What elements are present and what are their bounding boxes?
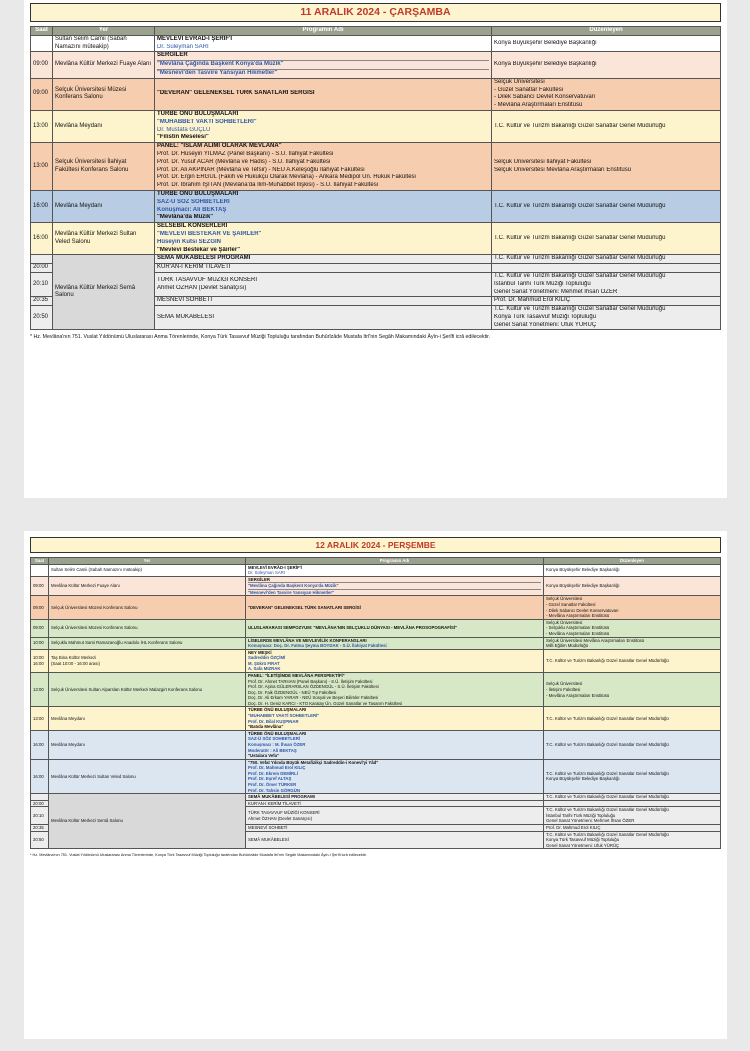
program-line: ULUSLARARASI SEMPOZYUM: "MEVLÂNA'NIN SELÇUKLU DÜNYASI - MEVLÂNA PROSOPOGRAFİSİ" — [248, 625, 458, 631]
program-cell — [246, 564, 544, 576]
time-cell: 09:00 — [31, 619, 49, 637]
program-cell — [246, 825, 544, 832]
program-line: SEMÂ MUKÂBELESİ — [248, 837, 289, 843]
time-cell: 16:00 — [31, 759, 49, 793]
program-line: MESNEVÎ SOHBETİ — [157, 297, 213, 304]
place-cell: Mevlâna Meydanı — [49, 730, 246, 759]
organizer-cell — [492, 52, 721, 78]
program-line: Konuşmacı: Doç. Dr. Fatma Şeyma BOYDAK - S.Ü. İlahiyat Fakültesi — [248, 643, 387, 649]
organizer-line: Konya Türk Tasavvuf Müziği Topluluğu — [494, 313, 597, 320]
program-line: "Mevlevi Bestekar ve Şâirler" — [157, 246, 241, 253]
program-line: SAZ-Ü SÖZ SOHBETLERİ — [248, 736, 301, 742]
program-line: SEMÂ MUKÂBELESİ — [157, 313, 215, 320]
footnote: * Hz. Mevlâna'nın 751. Vuslat Yıldönümü Uluslararası Anma Törenlerinde, Konya Türk Tasavvuf Müziği Topluluğu tarafından Buhûrîzâde Mustafa Itrî'nin Segâh Makamındaki Âyîn-i Şerîfi icrâ edilecektir. — [30, 334, 491, 341]
program-line: Prof. Dr. Bilal KUŞPINAR — [248, 718, 299, 724]
organizer-cell — [544, 576, 721, 596]
program-line: SERGİLER — [248, 576, 270, 582]
program-line: "Filistin Meselesi" — [157, 134, 209, 141]
organizer-cell — [544, 564, 721, 576]
organizer-line: Konya Türk Tasavvuf Müziği Topluluğu — [546, 837, 620, 843]
organizer-line: T.C. Kültür ve Turizm Bakanlığı Güzel Sanatlar Genel Müdürlüğü — [494, 255, 666, 262]
time-cell: 13:00 — [31, 110, 53, 142]
program-line: "Batıda Mevlâna" — [248, 724, 284, 730]
table-row — [31, 672, 721, 706]
organizer-line: Selçuk Üniversitesi — [546, 619, 583, 625]
schedule-page-day1 — [24, 0, 727, 498]
program-line: "Mevlâna Çağında Başkent Konya'da Müzik" — [248, 582, 541, 589]
organizer-line: Genel Sanat Yönetmeni: Mehmet İhsan ÖZER — [494, 288, 618, 295]
organizer-line: Selçuk Üniversitesi Mevlâna Araştırmaları Enstitüsü — [494, 166, 632, 173]
time-cell: 16:00 — [31, 730, 49, 759]
place-cell: Mevlâna Kültür Merkezi Semâ Salonu — [53, 255, 155, 330]
day-title: 12 ARALIK 2024 - PERŞEMBE — [30, 537, 721, 553]
place-cell: Selçuk Üniversitesi Müzesi Konferans Salonu — [49, 619, 246, 637]
program-line: SEMÂ MUKÂBELESİ PROGRAMI — [157, 255, 251, 262]
time-cell: 20:50 — [31, 306, 53, 330]
organizer-line: T.C. Kültür ve Turizm Bakanlığı Güzel Sanatlar Genel Müdürlüğü — [494, 234, 666, 241]
table-row — [31, 759, 721, 793]
program-line: MEVLEVÎ EVRÂD-I ŞERÎF'İ — [248, 564, 302, 570]
place-cell: Sultan Selim Camii (Sabah Namazını müteakip) — [53, 35, 155, 52]
organizer-line: Konya Büyükşehir Belediye Başkanlığı — [546, 583, 620, 589]
program-cell — [246, 576, 544, 596]
organizer-line: T.C. Kültür ve Turizm Bakanlığı Güzel Sanatlar Genel Müdürlüğü — [546, 741, 669, 747]
program-line: Prof. Dr. Mahmud Erol KILIÇ — [248, 765, 306, 771]
program-cell — [155, 272, 492, 296]
table-row — [31, 596, 721, 619]
program-line: TÜRBE ÖNÜ BULUŞMALARI — [157, 110, 239, 117]
program-line: TÜRBE ÖNÜ BULUŞMALARI — [157, 190, 239, 197]
organizer-cell — [492, 306, 721, 330]
program-line: Dr. Süleyman SARI — [248, 570, 286, 576]
program-line: Ahmet ÖZHAN (Devlet Sanatçısı) — [157, 284, 247, 291]
program-line: "DEVERAN" GELENEKSEL TÜRK SANATLARI SERGİSİ — [248, 604, 361, 610]
program-line: Dr. Süleyman SARI — [157, 43, 209, 50]
organizer-line: Konya Büyükşehir Belediye Başkanlığı — [494, 39, 597, 46]
program-cell — [155, 143, 492, 191]
program-line: "Mevlâna'da Müzik" — [157, 214, 214, 221]
organizer-cell — [544, 730, 721, 759]
time-cell: 09:00 — [31, 52, 53, 78]
program-line: TÜRK TASAVVUF MÜZİĞİ KONSERİ — [157, 276, 258, 283]
program-line: TÜRBE ÖNÜ BULUŞMALARI — [248, 730, 307, 736]
program-line: TÜRK TASAVVUF MÜZİĞİ KONSERİ — [248, 810, 320, 816]
program-line: Doç. Dr. Faik ÖZDENGÜL - NEÜ Tıp Fakültesi — [248, 689, 337, 695]
organizer-line: T.C. Kültür ve Turizm Bakanlığı Güzel Sanatlar Genel Müdürlüğü — [546, 658, 669, 664]
table-row — [31, 707, 721, 730]
program-line: Prof. Dr. Ahmet TARHAN (Panel Başkanı) - S.Ü. İletişim Fakültesi — [248, 678, 373, 684]
organizer-cell — [492, 297, 721, 306]
time-cell — [31, 564, 49, 576]
time-cell: 10:00 — [31, 637, 49, 649]
place-cell: Mevlâna Kültür Merkezi Semâ Salonu — [49, 794, 246, 849]
organizer-cell — [544, 800, 721, 807]
program-line: "MEVLEVÎ BESTEKÂR VE ŞÂİRLER" — [157, 230, 262, 237]
organizer-cell — [492, 143, 721, 191]
program-line: Konuşmacı: Ali BEKTAŞ — [157, 206, 227, 213]
program-line: "MUHABBET VAKTİ SOHBETLERİ" — [248, 713, 320, 719]
program-cell — [246, 672, 544, 706]
time-cell — [31, 255, 53, 264]
program-cell — [246, 800, 544, 807]
table-row — [31, 637, 721, 649]
place-cell: Mevlâna Meydanı — [53, 110, 155, 142]
program-cell — [246, 807, 544, 825]
table-row — [31, 35, 721, 52]
program-cell — [155, 52, 492, 78]
program-line: "DEVERAN" GELENEKSEL TÜRK SANATLARI SERGİSİ — [157, 90, 315, 97]
program-cell — [246, 759, 544, 793]
organizer-line: İstanbul Tarihi Türk Müziği Topluluğu — [494, 280, 591, 287]
place-cell: Mevlâna Meydanı — [49, 707, 246, 730]
organizer-line: Konya Büyükşehir Belediye Başkanlığı — [546, 776, 620, 782]
organizer-line: - İletişim Fakültesi — [546, 686, 581, 692]
program-cell — [155, 255, 492, 264]
program-line: "Mesnevî'den Tasvire Yansıyan Hikmetler" — [248, 589, 541, 596]
organizer-line: T.C. Kültür ve Turizm Bakanlığı Güzel Sanatlar Genel Müdürlüğü — [546, 807, 669, 813]
schedule-table — [30, 26, 721, 330]
program-line: Doç. Dr. Ali Erkam YARAR - NEÜ Sosyal ve Beşeri Bilimler Fakültesi — [248, 695, 379, 701]
program-cell — [246, 794, 544, 801]
organizer-line: T.C. Kültür ve Turizm Bakanlığı Güzel Sanatlar Genel Müdürlüğü — [494, 122, 666, 129]
table-row — [31, 78, 721, 110]
program-cell — [155, 78, 492, 110]
table-row — [31, 110, 721, 142]
place-cell: Mevlâna Meydanı — [53, 190, 155, 222]
organizer-line: - Dilek Sabancı Devlet Konservatuvarı — [546, 607, 619, 613]
time-cell: 20:10 — [31, 272, 53, 296]
program-line: Moderatör : Ali BEKTAŞ — [248, 747, 297, 753]
program-line: Konuşmacı : M. İhsan ÖZER — [248, 741, 306, 747]
organizer-line: T.C. Kültür ve Turizm Bakanlığı Güzel Sanatlar Genel Müdürlüğü — [546, 715, 669, 721]
organizer-line: Genel Sanat Yönetmeni: Ufuk YÜRÜÇ — [546, 842, 620, 848]
program-cell — [246, 649, 544, 672]
place-cell: Mevlâna Kültür Merkezi Fuaye Alanı — [49, 576, 246, 596]
program-cell — [246, 730, 544, 759]
time-cell: 09:00 — [31, 596, 49, 619]
organizer-line: T.C. Kültür ve Turizm Bakanlığı Güzel Sanatlar Genel Müdürlüğü — [494, 202, 666, 209]
program-line: Dr. Mustafa GÜÇLÜ — [157, 126, 211, 133]
organizer-line: Selçuk Üniversitesi — [546, 681, 583, 687]
time-cell: 20:50 — [31, 831, 49, 849]
organizer-cell — [492, 255, 721, 264]
program-line: MEVLEVÎ EVRÂD-I ŞERÎF'İ — [157, 35, 233, 42]
program-cell — [155, 110, 492, 142]
program-cell — [246, 596, 544, 619]
program-line: Sadreddin ÖZÇİMİ — [248, 655, 286, 661]
program-line: M. Şükrü FIRAT — [248, 660, 280, 666]
organizer-line: Konya Büyükşehir Belediye Başkanlığı — [494, 61, 597, 68]
organizer-line: Selçuk Üniversitesi Mevlâna Araştırmaları Enstitüsü — [546, 637, 645, 643]
program-line: KUR'AN-I KERİM TİLAVETİ — [248, 800, 301, 806]
schedule-page-day2 — [24, 531, 727, 1039]
organizer-line: - Selçuklu Araştırmaları Enstitüsü — [546, 625, 610, 631]
organizer-line: T.C. Kültür ve Turizm Bakanlığı Güzel Sanatlar Genel Müdürlüğü — [546, 831, 669, 837]
organizer-line: İstanbul Tarihi Türk Müziği Topluluğu — [546, 812, 616, 818]
program-line: Prof. Dr. Eşref ALTAŞ — [248, 776, 292, 782]
organizer-line: T.C. Kültür ve Turizm Bakanlığı Güzel Sanatlar Genel Müdürlüğü — [546, 770, 669, 776]
organizer-cell — [492, 110, 721, 142]
table-row — [31, 223, 721, 255]
program-line: A. Safa MIZRAK — [248, 666, 281, 672]
program-line: Hüseyin Kutsi SEZGİN — [157, 238, 222, 245]
organizer-cell — [544, 807, 721, 825]
program-cell — [246, 637, 544, 649]
organizer-cell — [544, 596, 721, 619]
organizer-line: Genel Sanat Yönetmeni: Ufuk YÜRÜÇ — [494, 321, 597, 328]
program-cell — [155, 306, 492, 330]
organizer-cell — [492, 223, 721, 255]
place-cell: Mevlâna Kültür Merkezi Sultan Veled Salonu — [53, 223, 155, 255]
program-line: Ahmet ÖZHAN (Devlet Sanatçısı) — [248, 815, 312, 821]
place-cell: Selçuk Üniversitesi Sultan Alparslan Kültür Merkezi Malazgirt Konferans Salonu — [49, 672, 246, 706]
program-line: TÜRBE ÖNÜ BULUŞMALARI — [248, 707, 307, 713]
organizer-cell — [544, 649, 721, 672]
organizer-cell — [544, 619, 721, 637]
program-line: SAZ-Ü SÖZ SOHBETLERİ — [157, 198, 230, 205]
program-cell — [246, 619, 544, 637]
time-cell: 09:00 — [31, 78, 53, 110]
table-row — [31, 143, 721, 191]
organizer-line: Prof. Dr. Mahmud Erol KILIÇ — [546, 825, 601, 831]
time-cell: 09:00 — [31, 576, 49, 596]
table-row — [31, 576, 721, 596]
time-cell — [31, 794, 49, 801]
program-line: PANEL: "İSLAM ÂLİMİ OLARAK MEVLÂNA" — [157, 143, 282, 150]
table-row — [31, 649, 721, 672]
organizer-cell — [544, 637, 721, 649]
place-cell: Selçuklu Mahmut Sami Ramazanoğlu Anadolu İHL Konferans Salonu — [49, 637, 246, 649]
header-program: Programın Adı — [155, 27, 492, 36]
organizer-line: - Güzel Sanatlar Fakültesi — [546, 602, 596, 608]
place-cell: Sultan Selim Camii (Sabah Namazını müteakip) — [49, 564, 246, 576]
program-line: Prof. Dr. Ömer TÜRKER — [248, 781, 297, 787]
program-line: Prof. Dr. Ergin ERGÜL (Fakih ve Hukukçu Olarak Mevlâna) - Ankara Medipol Ün. Hukuk Fakültesi — [157, 174, 416, 181]
schedule-table — [30, 557, 721, 849]
organizer-cell — [544, 794, 721, 801]
organizer-line: Konya Büyükşehir Belediye Başkanlığı — [546, 567, 620, 573]
table-row — [31, 619, 721, 637]
organizer-line: Genel Sanat Yönetmeni: Mehmet İhsan ÖZER — [546, 818, 635, 824]
program-line: Prof. Dr. Ali AKPINAR (Mevlâna ve Tefsir) - NEÜ A.Keleşoğlu İlahiyat Fakültesi — [157, 166, 365, 173]
program-cell — [246, 831, 544, 849]
program-line: NEY MEŞKİ — [248, 649, 272, 655]
organizer-line: Selçuk Üniversitesi — [494, 78, 545, 85]
program-line: "750. Vefat Yılında Büyük Metafizikçi Sadreddin-i Konevî'yi Yâd" — [248, 759, 379, 765]
table-row — [31, 255, 721, 264]
time-cell: 10:00 16:00 — [31, 649, 49, 672]
program-line: LİSELERDE MEVLÂNA VE MEVLEVİLİK KONFERANSLARI — [248, 637, 367, 643]
organizer-cell — [492, 272, 721, 296]
program-line: SEMÂ MUKÂBELESİ PROGRAMI — [248, 794, 315, 800]
program-line: Prof. Dr. Yusuf ACAR (Mevlâna ve Hadis) - S.Ü. İlahiyat Fakültesi — [157, 158, 331, 165]
organizer-cell — [544, 759, 721, 793]
place-cell: Mevlâna Kültür Merkezi Fuaye Alanı — [53, 52, 155, 78]
program-cell — [155, 35, 492, 52]
organizer-cell — [544, 707, 721, 730]
time-cell — [31, 35, 53, 52]
organizer-cell — [544, 672, 721, 706]
table-row — [31, 564, 721, 576]
organizer-line: Milli Eğitim Müdürlüğü — [546, 643, 589, 649]
program-line: SERGİLER — [157, 52, 188, 59]
header-saat: Saat — [31, 558, 49, 565]
table-row — [31, 52, 721, 78]
organizer-line: T.C. Kültür ve Turizm Bakanlığı Güzel Sanatlar Genel Müdürlüğü — [494, 306, 666, 313]
program-line: "Mevlâna Çağında Başkent Konya'da Müzik" — [157, 60, 489, 69]
program-cell — [155, 190, 492, 222]
header-yer: Yer — [53, 27, 155, 36]
organizer-line: T.C. Kültür ve Turizm Bakanlığı Güzel Sanatlar Genel Müdürlüğü — [546, 794, 669, 800]
program-line: Prof. Dr. Hüseyin YILMAZ (Panel Başkanı) - S.Ü. İlahiyat Fakültesi — [157, 150, 334, 157]
program-line: Prof. Dr. Ekrem DEMİRLİ — [248, 770, 298, 776]
time-cell: 16:00 — [31, 223, 53, 255]
place-cell: Mevlâna Kültür Merkezi Sultan Veled Salonu — [49, 759, 246, 793]
program-line: Prof. Dr. Aşina GÜLERARSLAN ÖZDENGÜL - S.Ü. İletişim Fakültesi — [248, 684, 379, 690]
header-duzenleyen: Düzenleyen — [492, 27, 721, 36]
organizer-cell — [492, 190, 721, 222]
table-header-row — [31, 27, 721, 36]
header-saat: Saat — [31, 27, 53, 36]
header-yer: Yer — [49, 558, 246, 565]
time-cell: 20:00 — [31, 800, 49, 807]
footnote: * Hz. Mevlâna'nın 751. Vuslat Yıldönümü Uluslararası Anma Törenlerinde, Konya Türk Tasavvuf Müziği Topluluğu tarafından Buhûrîzâde Mustafa Itrî'nin Segâh Makamındaki Âyîn-i Şerîfi icrâ edilecektir. — [30, 853, 367, 858]
organizer-cell — [544, 825, 721, 832]
table-row — [31, 190, 721, 222]
time-cell: 13:00 — [31, 672, 49, 706]
program-line: "Mesnevî'den Tasvire Yansıyan Hikmetler" — [157, 69, 489, 78]
table-row — [31, 794, 721, 801]
program-line: KUR'AN-I KERİM TİLAVETİ — [157, 264, 231, 271]
organizer-line: - Mevlâna Araştırmaları Enstitüsü — [546, 692, 610, 698]
program-line: PANEL: "İLETİŞİMDE MEVLÂNA PERSPEKTİFİ" — [248, 672, 345, 678]
program-line: Prof. Dr. Tahsin GÖRGÜN — [248, 787, 300, 793]
time-cell: 20:35 — [31, 825, 49, 832]
program-cell — [155, 223, 492, 255]
time-cell: 13:00 — [31, 143, 53, 191]
time-cell: 13:00 — [31, 707, 49, 730]
time-cell: 20:00 — [31, 264, 53, 273]
organizer-line: Selçuk Üniversitesi — [546, 596, 583, 602]
place-cell: Taş Bina Kültür Merkezi (Saat 10:00 - 16:00 arası) — [49, 649, 246, 672]
program-line: SELSEBİL KONSERLERİ — [157, 223, 228, 230]
organizer-line: - Mevlâna Araştırmaları Enstitüsü — [546, 613, 610, 619]
program-line: Prof. Dr. İbrahim IŞITAN (Mevlâna'da İlim-Muhabbet İlişkisi) - S.Ü. İlahiyat Fakültesi — [157, 182, 379, 189]
program-cell — [246, 707, 544, 730]
place-cell: Selçuk Üniversitesi Müzesi Konferans Salonu — [53, 78, 155, 110]
program-cell — [155, 297, 492, 306]
table-header-row — [31, 558, 721, 565]
table-row — [31, 730, 721, 759]
place-cell: Selçuk Üniversitesi İlahiyat Fakültesi Konferans Salonu — [53, 143, 155, 191]
time-cell: 20:10 — [31, 807, 49, 825]
place-cell: Selçuk Üniversitesi Müzesi Konferans Salonu — [49, 596, 246, 619]
program-line: MESNEVÎ SOHBETİ — [248, 825, 288, 831]
program-line: Doç. Dr. H. Deniz KARCI - KTO Karatay Ün. Güzel Sanatlar ve Tasarım Fakültesi — [248, 700, 403, 706]
organizer-line: Prof. Dr. Mahmud Erol KILIÇ — [494, 297, 571, 304]
time-cell: 16:00 — [31, 190, 53, 222]
header-duzenleyen: Düzenleyen — [544, 558, 721, 565]
organizer-cell — [492, 35, 721, 52]
organizer-line: - Güzel Sanatlar Fakültesi — [494, 86, 564, 93]
organizer-cell — [492, 78, 721, 110]
organizer-line: Selçuk Üniversitesi İlahiyat Fakültesi — [494, 158, 592, 165]
header-program: Programın Adı — [246, 558, 544, 565]
organizer-cell — [492, 264, 721, 273]
time-cell: 20:35 — [31, 297, 53, 306]
organizer-cell — [544, 831, 721, 849]
organizer-line: - Dilek Sabancı Devlet Konservatuvarı — [494, 94, 596, 101]
program-line: "MUHABBET VAKTİ SOHBETLERİ" — [157, 118, 257, 125]
organizer-line: - Mevlâna Araştırmaları Enstitüsü — [546, 630, 610, 636]
organizer-line: T.C. Kültür ve Turizm Bakanlığı Güzel Sanatlar Genel Müdürlüğü — [494, 272, 666, 279]
program-cell — [155, 264, 492, 273]
organizer-line: - Mevlâna Araştırmaları Enstitüsü — [494, 102, 583, 109]
program-line: "Ustalara Vefa" — [248, 753, 280, 759]
day-title: 11 ARALIK 2024 - ÇARŞAMBA — [30, 3, 721, 22]
